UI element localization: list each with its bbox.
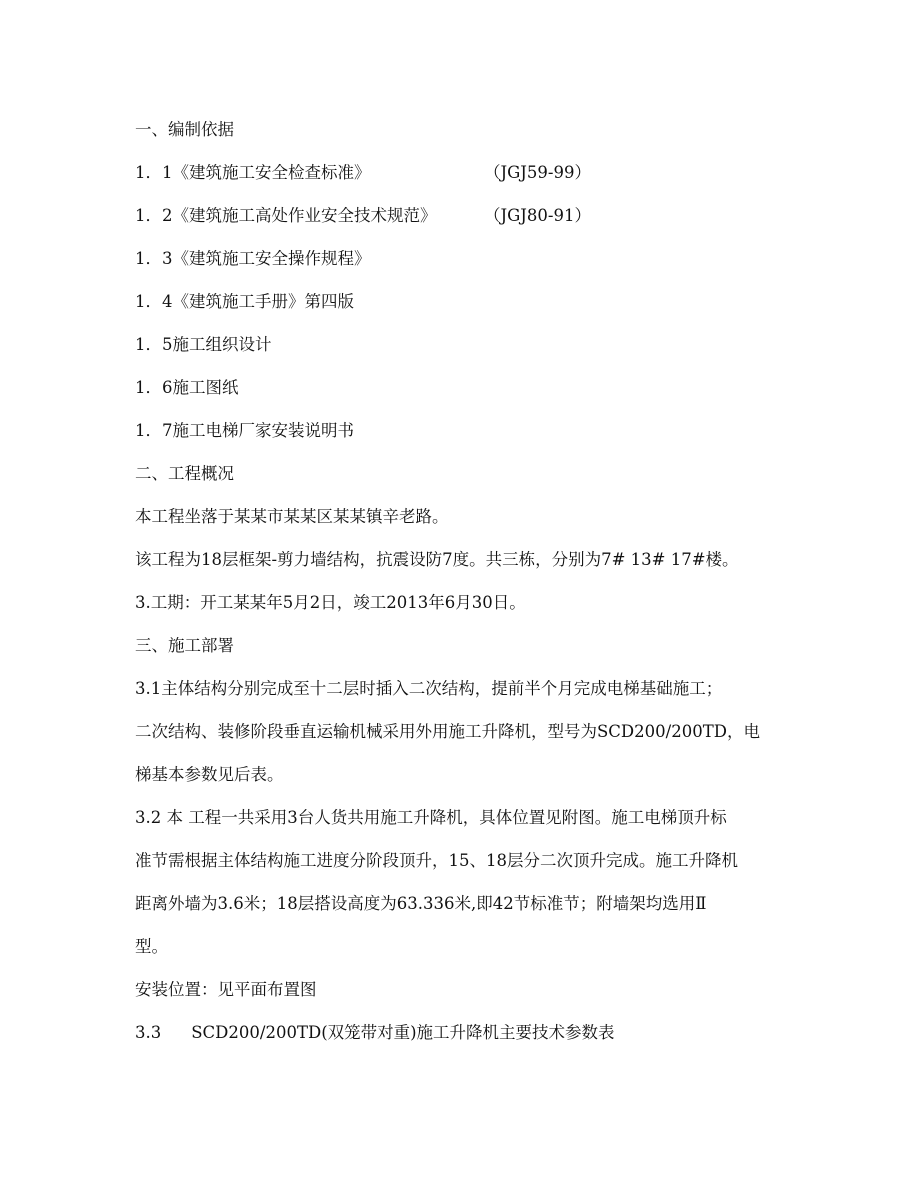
basis-item-4: 1．4《建筑施工手册》第四版 (135, 292, 354, 311)
deployment-3-1-line-1: 3.1主体结构分别完成至十二层时插入二次结构，提前半个月完成电梯基础施工； (135, 679, 723, 698)
section-heading-deployment: 三、施工部署 (135, 636, 234, 655)
deployment-3-2-line-1: 3.2 本 工程一共采用3台人货共用施工升降机，具体位置见附图。施工电梯顶升标 (135, 808, 727, 827)
install-location: 安装位置：见平面布置图 (135, 980, 317, 999)
deployment-3-2-line-2: 准节需根据主体结构施工进度分阶段顶升，15、18层分二次顶升完成。施工升降机 (135, 851, 738, 870)
overview-location: 本工程坐落于某某市某某区某某镇辛老路。 (135, 507, 449, 526)
basis-item-3: 1．3《建筑施工安全操作规程》 (135, 249, 371, 268)
basis-item-2: 1．2《建筑施工高处作业安全技术规范》 (135, 206, 437, 225)
deployment-3-3-number: 3.3 (135, 1023, 162, 1042)
overview-structure: 该工程为18层框架-剪力墙结构，抗震设防7度。共三栋，分别为7# 13# 17#楼。 (135, 550, 739, 569)
deployment-3-3-title (135, 1022, 615, 1044)
basis-item-1: 1．1《建筑施工安全检查标准》 (135, 163, 371, 182)
overview-schedule: 3.工期：开工某某年5月2日，竣工2013年6月30日。 (135, 593, 526, 612)
deployment-3-3-text: SCD200/200TD(双笼带对重)施工升降机主要技术参数表 (191, 1023, 615, 1042)
deployment-3-1-line-2: 二次结构、装修阶段垂直运输机械采用外用施工升降机，型号为SCD200/200TD，电 (135, 722, 760, 741)
basis-item-2-standard-code: （JGJ80-91） (484, 206, 591, 225)
section-heading-overview: 二、工程概况 (135, 464, 234, 483)
deployment-3-1-line-3: 梯基本参数见后表。 (135, 765, 284, 784)
section-heading-basis: 一、编制依据 (135, 120, 234, 139)
deployment-3-2-line-4: 型。 (135, 937, 168, 956)
basis-item-5: 1．5施工组织设计 (135, 335, 272, 354)
basis-item-6: 1．6施工图纸 (135, 378, 239, 397)
basis-item-7: 1．7施工电梯厂家安装说明书 (135, 421, 354, 440)
basis-item-1-standard-code: （JGJ59-99） (484, 163, 591, 182)
deployment-3-2-line-3: 距离外墙为3.6米；18层搭设高度为63.336米,即42节标准节；附墙架均选用Ⅱ (135, 894, 707, 913)
